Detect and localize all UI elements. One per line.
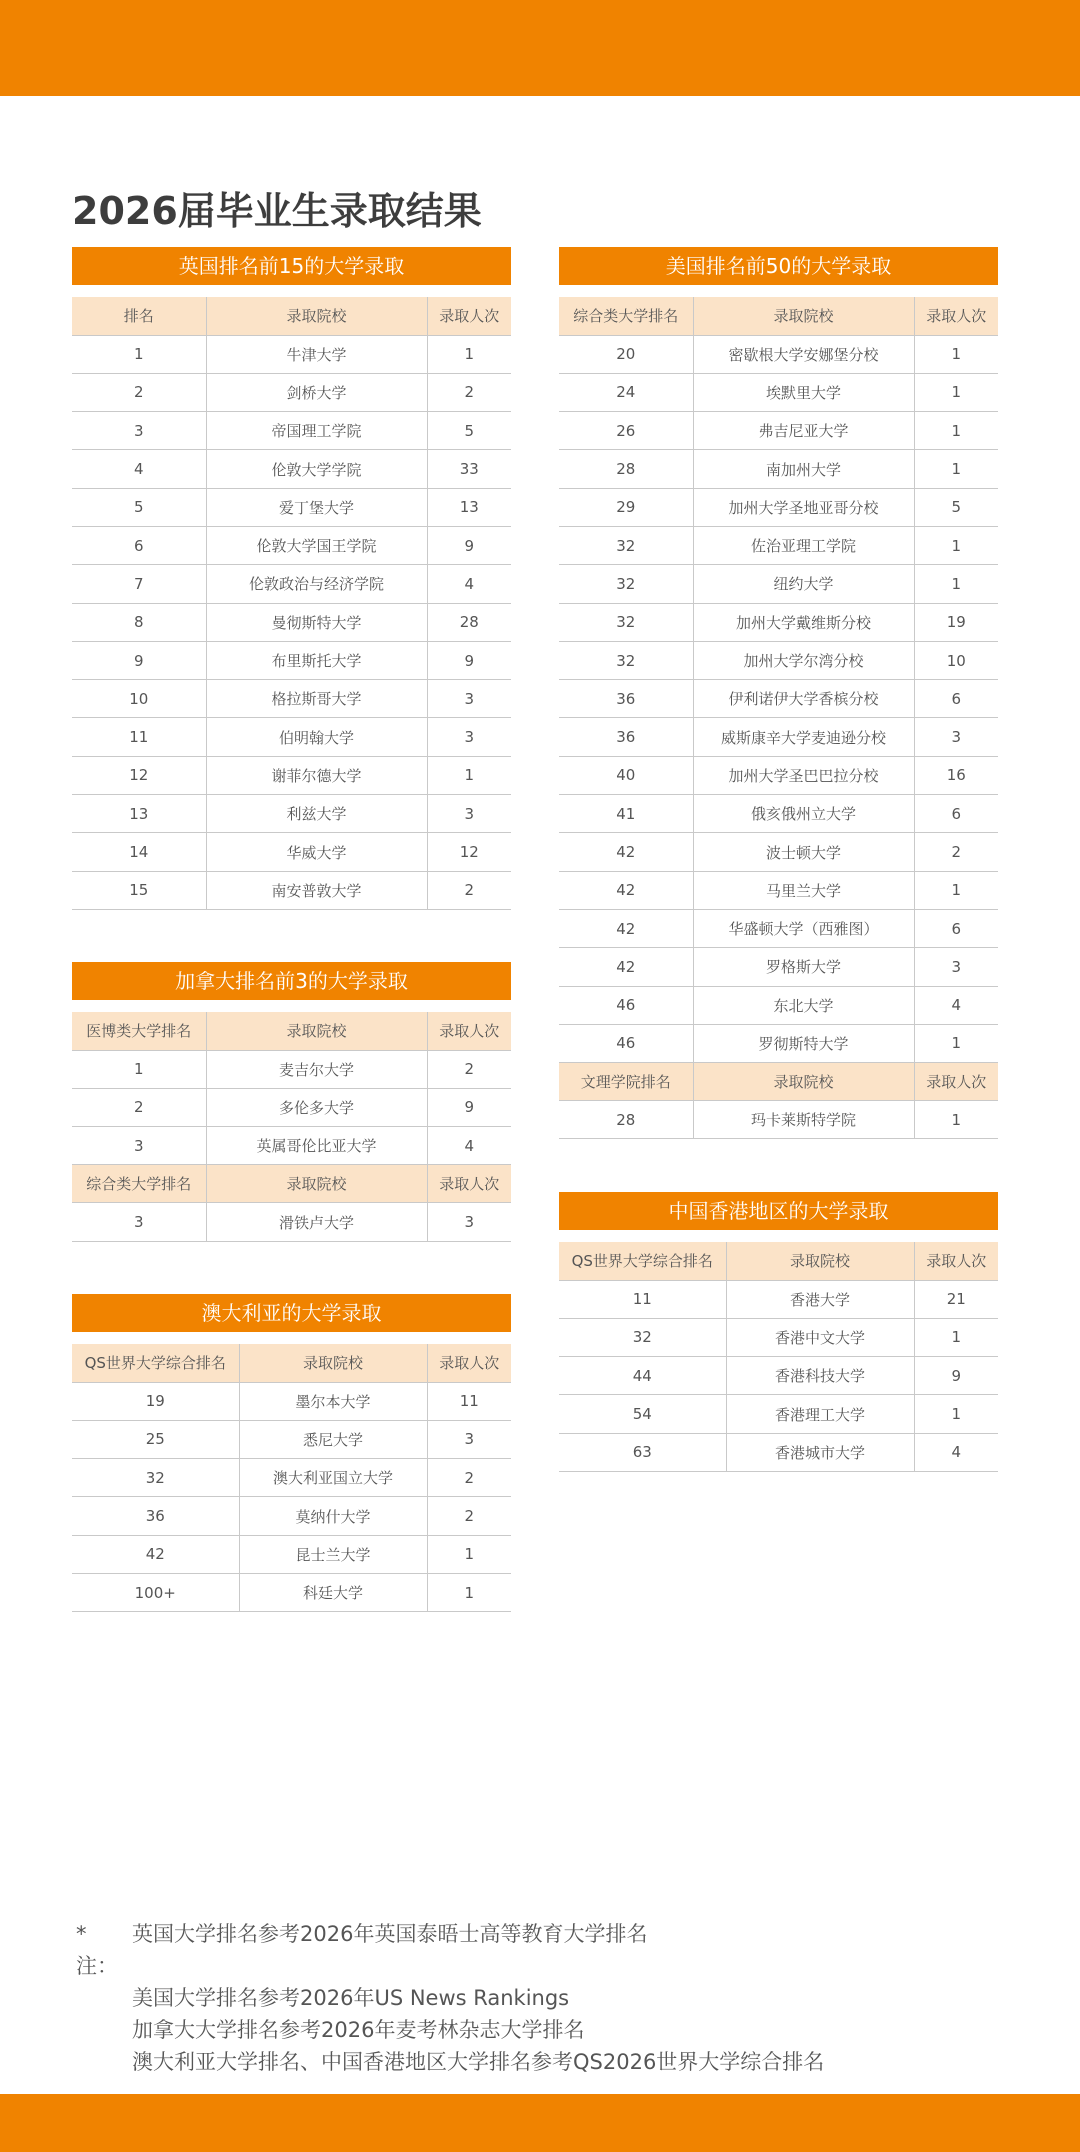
school-cell: 伦敦大学学院 (206, 450, 427, 488)
canada-subhead (72, 1165, 511, 1203)
table-row (559, 1433, 998, 1471)
column-header: 排名 (72, 297, 206, 335)
rank-cell: 100+ (72, 1573, 239, 1611)
australia-section-header: 澳大利亚的大学录取 (72, 1294, 511, 1332)
count-cell: 1 (914, 526, 998, 564)
count-cell: 1 (427, 335, 511, 373)
table-row (72, 680, 511, 718)
school-cell: 俄亥俄州立大学 (693, 795, 914, 833)
rank-cell: 1 (72, 335, 206, 373)
bottom-banner (0, 2094, 1080, 2152)
school-cell: 格拉斯哥大学 (206, 680, 427, 718)
count-cell: 9 (914, 1357, 998, 1395)
count-cell: 9 (427, 1088, 511, 1126)
table-header-row (559, 1242, 998, 1280)
table-header-row (559, 297, 998, 335)
page-title: 2026届毕业生录取结果 (72, 189, 482, 233)
footnote-text: 英国大学排名参考2026年英国泰晤士高等教育大学排名 (132, 1922, 648, 1946)
count-cell: 2 (427, 1497, 511, 1535)
usa-section (559, 247, 998, 1139)
column-header: 医博类大学排名 (72, 1012, 206, 1050)
rank-cell: 44 (559, 1357, 726, 1395)
school-cell: 玛卡莱斯特学院 (693, 1101, 914, 1139)
canada-table-body-2 (72, 1203, 511, 1241)
count-cell: 2 (914, 833, 998, 871)
table-row (72, 1459, 511, 1497)
table-row (72, 1497, 511, 1535)
column-header: 录取人次 (427, 1344, 511, 1382)
rank-cell: 36 (559, 718, 693, 756)
column-header: 综合类大学排名 (559, 297, 693, 335)
column-header: 录取院校 (693, 297, 914, 335)
school-cell: 弗吉尼亚大学 (693, 412, 914, 450)
rank-cell: 11 (559, 1280, 726, 1318)
count-cell: 9 (427, 641, 511, 679)
table-row (559, 680, 998, 718)
school-cell: 威斯康辛大学麦迪逊分校 (693, 718, 914, 756)
hongkong-table-body (559, 1280, 998, 1471)
rank-cell: 12 (72, 756, 206, 794)
school-cell: 东北大学 (693, 986, 914, 1024)
count-cell: 1 (427, 1573, 511, 1611)
rank-cell: 3 (72, 1127, 206, 1165)
school-cell: 布里斯托大学 (206, 641, 427, 679)
count-cell: 1 (914, 1024, 998, 1062)
school-cell: 剑桥大学 (206, 373, 427, 411)
table-row (559, 833, 998, 871)
usa-table-body-2 (559, 1101, 998, 1139)
school-cell: 加州大学戴维斯分校 (693, 603, 914, 641)
rank-cell: 6 (72, 526, 206, 564)
rank-cell: 29 (559, 488, 693, 526)
count-cell: 1 (914, 565, 998, 603)
rank-cell: 42 (559, 909, 693, 947)
canada-section (72, 962, 511, 1242)
australia-table-body (72, 1382, 511, 1612)
count-cell: 4 (914, 986, 998, 1024)
rank-cell: 8 (72, 603, 206, 641)
column-header: 录取院校 (693, 1063, 914, 1101)
table-row (72, 1382, 511, 1420)
school-cell: 波士顿大学 (693, 833, 914, 871)
school-cell: 墨尔本大学 (239, 1382, 427, 1420)
school-cell: 帝国理工学院 (206, 412, 427, 450)
rank-cell: 24 (559, 373, 693, 411)
count-cell: 3 (914, 948, 998, 986)
school-cell: 加州大学圣地亚哥分校 (693, 488, 914, 526)
column-header: 录取人次 (427, 1012, 511, 1050)
footnote-line (76, 1918, 824, 1982)
rank-cell: 3 (72, 1203, 206, 1241)
rank-cell: 42 (559, 871, 693, 909)
table-subheader-row (72, 1165, 511, 1203)
footnote-text: 澳大利亚大学排名、中国香港地区大学排名参考QS2026世界大学综合排名 (132, 2050, 825, 2074)
table-row (559, 450, 998, 488)
column-header: 录取人次 (914, 1063, 998, 1101)
column-header: QS世界大学综合排名 (72, 1344, 239, 1382)
school-cell: 罗格斯大学 (693, 948, 914, 986)
school-cell: 爱丁堡大学 (206, 488, 427, 526)
rank-cell: 32 (559, 565, 693, 603)
table-row (72, 871, 511, 909)
count-cell: 1 (914, 335, 998, 373)
table-subheader-row (559, 1063, 998, 1101)
rank-cell: 32 (72, 1459, 239, 1497)
hongkong-section (559, 1192, 998, 1472)
usa-table-body (559, 335, 998, 1063)
school-cell: 莫纳什大学 (239, 1497, 427, 1535)
count-cell: 1 (914, 450, 998, 488)
count-cell: 3 (427, 718, 511, 756)
column-header: 录取人次 (427, 1165, 511, 1203)
column-header: 录取人次 (914, 1242, 998, 1280)
school-cell: 澳大利亚国立大学 (239, 1459, 427, 1497)
rank-cell: 28 (559, 450, 693, 488)
rank-cell: 19 (72, 1382, 239, 1420)
count-cell: 6 (914, 795, 998, 833)
table-row (559, 795, 998, 833)
count-cell: 2 (427, 1050, 511, 1088)
school-cell: 南加州大学 (693, 450, 914, 488)
rank-cell: 36 (72, 1497, 239, 1535)
rank-cell: 7 (72, 565, 206, 603)
rank-cell: 2 (72, 373, 206, 411)
school-cell: 谢菲尔德大学 (206, 756, 427, 794)
footnote-text: 加拿大大学排名参考2026年麦考林杂志大学排名 (132, 2018, 585, 2042)
rank-cell: 32 (559, 1318, 726, 1356)
table-row (559, 526, 998, 564)
usa-section-header: 美国排名前50的大学录取 (559, 247, 998, 285)
rank-cell: 32 (559, 603, 693, 641)
count-cell: 6 (914, 680, 998, 718)
rank-cell: 42 (72, 1535, 239, 1573)
table-row (72, 373, 511, 411)
uk-table (72, 297, 511, 910)
rank-cell: 32 (559, 641, 693, 679)
count-cell: 1 (427, 1535, 511, 1573)
count-cell: 2 (427, 373, 511, 411)
school-cell: 利兹大学 (206, 795, 427, 833)
school-cell: 加州大学圣巴巴拉分校 (693, 756, 914, 794)
rank-cell: 1 (72, 1050, 206, 1088)
count-cell: 3 (427, 795, 511, 833)
count-cell: 4 (427, 565, 511, 603)
table-row (72, 1573, 511, 1611)
count-cell: 9 (427, 526, 511, 564)
uk-section-header: 英国排名前15的大学录取 (72, 247, 511, 285)
australia-table (72, 1344, 511, 1612)
table-row (72, 488, 511, 526)
rank-cell: 63 (559, 1433, 726, 1471)
school-cell: 香港中文大学 (726, 1318, 914, 1356)
school-cell: 加州大学尔湾分校 (693, 641, 914, 679)
footnote-text: 美国大学排名参考2026年US News Rankings (132, 1986, 570, 2010)
school-cell: 滑铁卢大学 (206, 1203, 427, 1241)
rank-cell: 14 (72, 833, 206, 871)
table-row (559, 871, 998, 909)
rank-cell: 11 (72, 718, 206, 756)
table-row (72, 450, 511, 488)
count-cell: 1 (914, 1395, 998, 1433)
table-header-row (72, 297, 511, 335)
footnote-line (76, 2014, 824, 2046)
table-row (559, 948, 998, 986)
count-cell: 3 (914, 718, 998, 756)
table-row (559, 1395, 998, 1433)
count-cell: 10 (914, 641, 998, 679)
table-row (72, 641, 511, 679)
count-cell: 11 (427, 1382, 511, 1420)
column-header: 文理学院排名 (559, 1063, 693, 1101)
school-cell: 南安普敦大学 (206, 871, 427, 909)
table-row (72, 833, 511, 871)
table-row (559, 1357, 998, 1395)
school-cell: 华威大学 (206, 833, 427, 871)
rank-cell: 32 (559, 526, 693, 564)
table-row (72, 565, 511, 603)
column-header: 录取院校 (206, 297, 427, 335)
table-row (559, 909, 998, 947)
table-row (72, 412, 511, 450)
rank-cell: 26 (559, 412, 693, 450)
table-row (559, 373, 998, 411)
table-row (72, 335, 511, 373)
count-cell: 5 (914, 488, 998, 526)
school-cell: 华盛顿大学（西雅图） (693, 909, 914, 947)
hongkong-table (559, 1242, 998, 1472)
usa-table (559, 297, 998, 1139)
count-cell: 1 (914, 373, 998, 411)
table-row (559, 335, 998, 373)
count-cell: 13 (427, 488, 511, 526)
column-header: 录取人次 (427, 297, 511, 335)
table-row (72, 718, 511, 756)
footnotes (76, 1918, 824, 2078)
school-cell: 科廷大学 (239, 1573, 427, 1611)
count-cell: 12 (427, 833, 511, 871)
rank-cell: 20 (559, 335, 693, 373)
count-cell: 1 (914, 1318, 998, 1356)
school-cell: 密歇根大学安娜堡分校 (693, 335, 914, 373)
school-cell: 牛津大学 (206, 335, 427, 373)
rank-cell: 5 (72, 488, 206, 526)
footnote-line (76, 2046, 824, 2078)
count-cell: 21 (914, 1280, 998, 1318)
count-cell: 3 (427, 1203, 511, 1241)
table-row (559, 1101, 998, 1139)
table-row (559, 641, 998, 679)
table-row (559, 1318, 998, 1356)
school-cell: 罗彻斯特大学 (693, 1024, 914, 1062)
rank-cell: 4 (72, 450, 206, 488)
school-cell: 佐治亚理工学院 (693, 526, 914, 564)
school-cell: 埃默里大学 (693, 373, 914, 411)
school-cell: 马里兰大学 (693, 871, 914, 909)
column-header: QS世界大学综合排名 (559, 1242, 726, 1280)
table-row (72, 1088, 511, 1126)
count-cell: 3 (427, 1420, 511, 1458)
column-header: 录取院校 (206, 1012, 427, 1050)
table-row (559, 756, 998, 794)
school-cell: 多伦多大学 (206, 1088, 427, 1126)
count-cell: 1 (914, 1101, 998, 1139)
rank-cell: 9 (72, 641, 206, 679)
count-cell: 33 (427, 450, 511, 488)
rank-cell: 41 (559, 795, 693, 833)
count-cell: 1 (427, 756, 511, 794)
count-cell: 19 (914, 603, 998, 641)
table-row (559, 1024, 998, 1062)
count-cell: 1 (914, 871, 998, 909)
column-header: 录取院校 (206, 1165, 427, 1203)
rank-cell: 28 (559, 1101, 693, 1139)
count-cell: 4 (914, 1433, 998, 1471)
rank-cell: 10 (72, 680, 206, 718)
table-row (72, 756, 511, 794)
rank-cell: 46 (559, 1024, 693, 1062)
hongkong-section-header: 中国香港地区的大学录取 (559, 1192, 998, 1230)
column-header: 录取人次 (914, 297, 998, 335)
rank-cell: 13 (72, 795, 206, 833)
rank-cell: 54 (559, 1395, 726, 1433)
school-cell: 纽约大学 (693, 565, 914, 603)
table-row (559, 412, 998, 450)
rank-cell: 46 (559, 986, 693, 1024)
count-cell: 2 (427, 871, 511, 909)
school-cell: 伯明翰大学 (206, 718, 427, 756)
footnote-mark: * 注： (76, 1922, 118, 1978)
count-cell: 2 (427, 1459, 511, 1497)
school-cell: 伊利诺伊大学香槟分校 (693, 680, 914, 718)
school-cell: 悉尼大学 (239, 1420, 427, 1458)
table-header-row (72, 1012, 511, 1050)
uk-table-body (72, 335, 511, 909)
rank-cell: 3 (72, 412, 206, 450)
usa-subhead (559, 1063, 998, 1101)
rank-cell: 36 (559, 680, 693, 718)
school-cell: 香港理工大学 (726, 1395, 914, 1433)
canada-section-header: 加拿大排名前3的大学录取 (72, 962, 511, 1000)
count-cell: 5 (427, 412, 511, 450)
table-row (559, 986, 998, 1024)
table-row (559, 565, 998, 603)
top-banner (0, 0, 1080, 96)
school-cell: 伦敦大学国王学院 (206, 526, 427, 564)
count-cell: 3 (427, 680, 511, 718)
table-row (559, 1280, 998, 1318)
school-cell: 英属哥伦比亚大学 (206, 1127, 427, 1165)
table-row (72, 526, 511, 564)
school-cell: 伦敦政治与经济学院 (206, 565, 427, 603)
table-row (72, 795, 511, 833)
count-cell: 1 (914, 412, 998, 450)
column-header: 录取院校 (239, 1344, 427, 1382)
school-cell: 曼彻斯特大学 (206, 603, 427, 641)
table-row (72, 1050, 511, 1088)
school-cell: 麦吉尔大学 (206, 1050, 427, 1088)
table-row (72, 603, 511, 641)
rank-cell: 40 (559, 756, 693, 794)
count-cell: 6 (914, 909, 998, 947)
rank-cell: 2 (72, 1088, 206, 1126)
school-cell: 昆士兰大学 (239, 1535, 427, 1573)
rank-cell: 25 (72, 1420, 239, 1458)
table-row (72, 1127, 511, 1165)
table-row (72, 1535, 511, 1573)
table-row (559, 718, 998, 756)
canada-table (72, 1012, 511, 1242)
rank-cell: 42 (559, 948, 693, 986)
australia-section (72, 1294, 511, 1612)
rank-cell: 42 (559, 833, 693, 871)
table-header-row (72, 1344, 511, 1382)
footnote-line (76, 1982, 824, 2014)
column-header: 录取院校 (726, 1242, 914, 1280)
canada-table-body (72, 1050, 511, 1165)
rank-cell: 15 (72, 871, 206, 909)
school-cell: 香港城市大学 (726, 1433, 914, 1471)
table-row (72, 1420, 511, 1458)
school-cell: 香港大学 (726, 1280, 914, 1318)
table-row (72, 1203, 511, 1241)
count-cell: 28 (427, 603, 511, 641)
uk-section (72, 247, 511, 910)
school-cell: 香港科技大学 (726, 1357, 914, 1395)
column-header: 综合类大学排名 (72, 1165, 206, 1203)
table-row (559, 488, 998, 526)
count-cell: 4 (427, 1127, 511, 1165)
table-row (559, 603, 998, 641)
count-cell: 16 (914, 756, 998, 794)
